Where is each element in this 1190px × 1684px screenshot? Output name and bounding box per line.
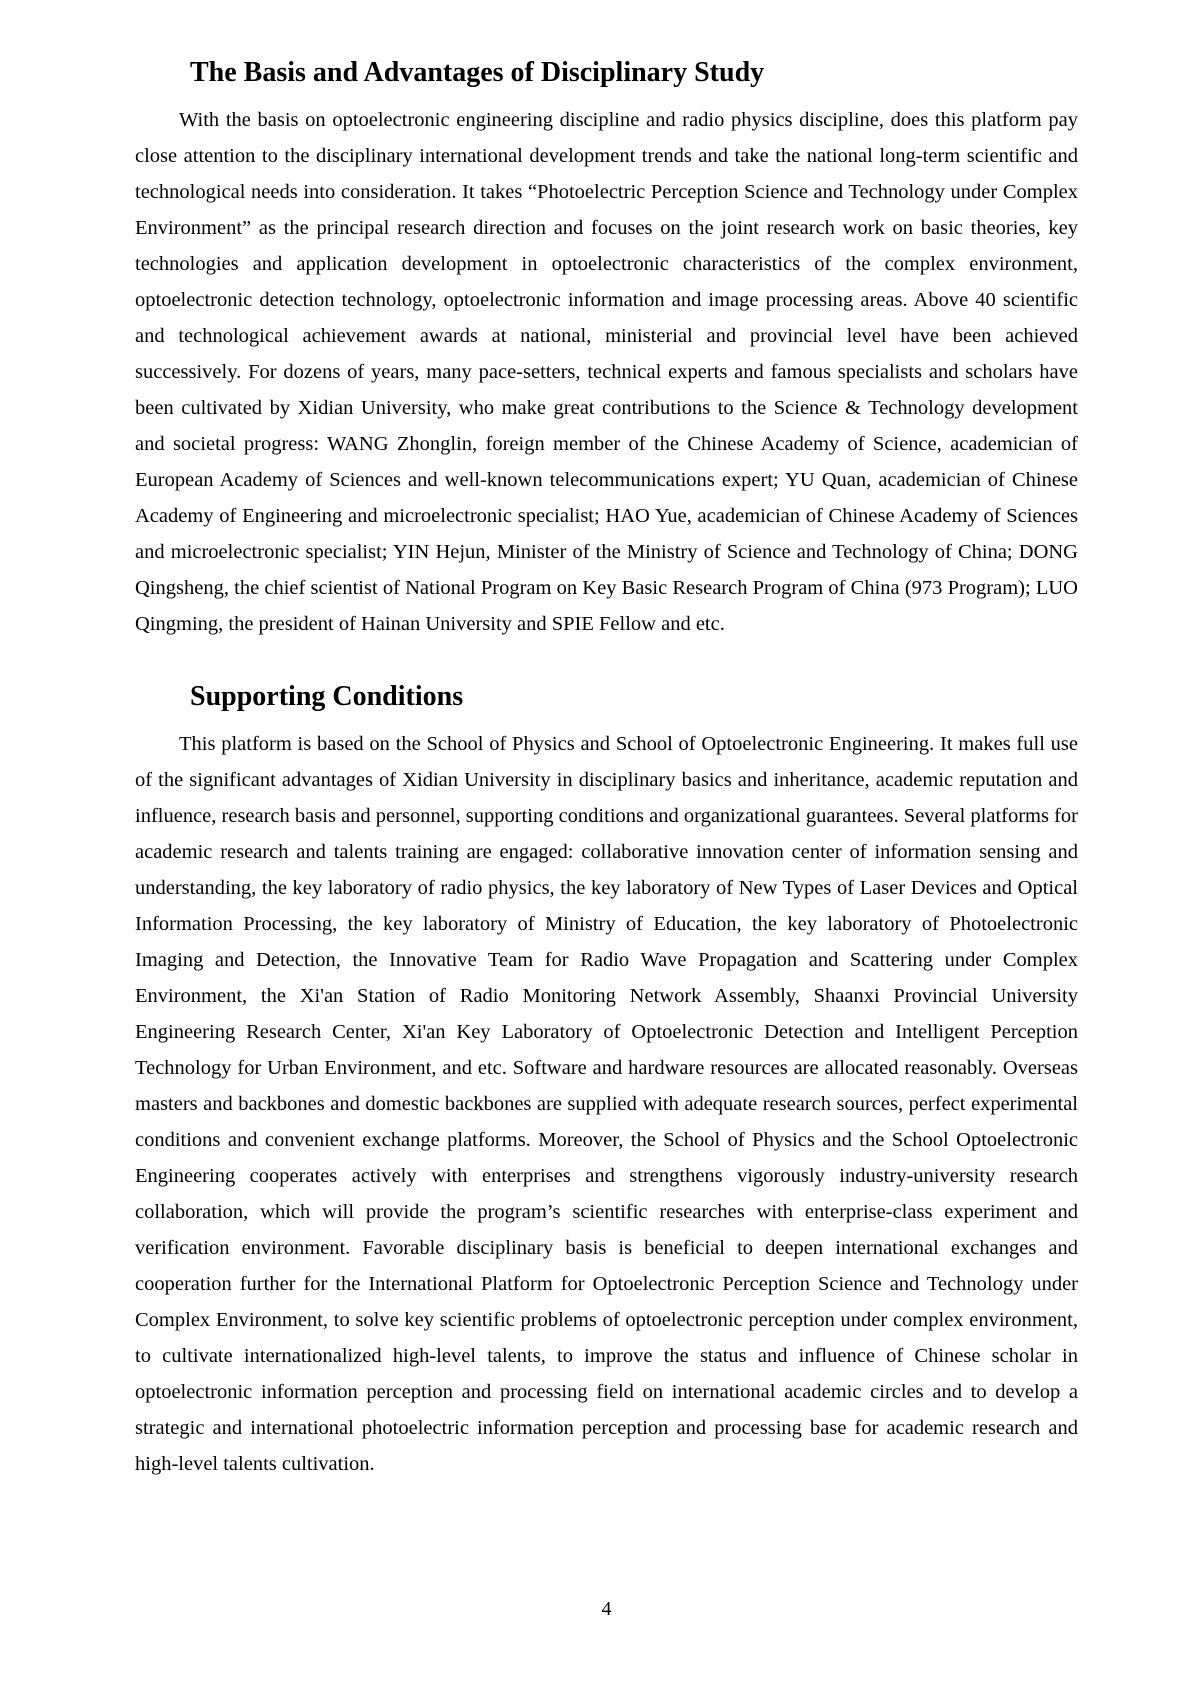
- section-heading-supporting-conditions: Supporting Conditions: [190, 681, 464, 712]
- section-supporting-conditions: [135, 681, 1078, 1482]
- section-heading-disciplinary-study: The Basis and Advantages of Disciplinary Study: [190, 57, 765, 88]
- page-footer: [135, 1598, 1078, 1621]
- section-disciplinary-study: [135, 57, 1078, 642]
- page-content: [135, 57, 1078, 1482]
- page-number: 4: [601, 1598, 612, 1620]
- section-paragraph-supporting-conditions: This platform is based on the School of Physics and School of Optoelectronic Engineering. It makes full use of the significant advantages of Xidian University in disciplinary basics and inheritance, academic reputation and influence, research basis and personnel, supporting conditions and organizational guarantees. Several platforms for academic research and talents training are engaged: collaborative innovation center of information sensing and understanding, the key laboratory of radio physics, the key laboratory of New Types of Laser Devices and Optical Information Processing, the key laboratory of Ministry of Education, the key laboratory of Photoelectronic Imaging and Detection, the Innovative Team for Radio Wave Propagation and Scattering under Complex Environment, the Xi'an Station of Radio Monitoring Network Assembly, Shaanxi Provincial University Engineering Research Center, Xi'an Key Laboratory of Optoelectronic Detection and Intelligent Perception Technology for Urban Environment, and etc. Software and hardware resources are allocated reasonably. Overseas masters and backbones and domestic backbones are supplied with adequate research sources, perfect experimental conditions and convenient exchange platforms. Moreover, the School of Physics and the School Optoelectronic Engineering cooperates actively with enterprises and strengthens vigorously industry-university research collaboration, which will provide the program’s scientific researches with enterprise-class experiment and verification environment. Favorable disciplinary basis is beneficial to deepen international exchanges and cooperation further for the International Platform for Optoelectronic Perception Science and Technology under Complex Environment, to solve key scientific problems of optoelectronic perception under complex environment, to cultivate internationalized high-level talents, to improve the status and influence of Chinese scholar in optoelectronic information perception and processing field on international academic circles and to develop a strategic and international photoelectric information perception and processing base for academic research and high-level talents cultivation.: [135, 733, 1078, 1475]
- section-paragraph-disciplinary-study: With the basis on optoelectronic engineering discipline and radio physics discipline, does this platform pay close attention to the disciplinary international development trends and take the national long-term scientific and technological needs into consideration. It takes “Photoelectric Perception Science and Technology under Complex Environment” as the principal research direction and focuses on the joint research work on basic theories, key technologies and application development in optoelectronic characteristics of the complex environment, optoelectronic detection technology, optoelectronic information and image processing areas. Above 40 scientific and technological achievement awards at national, ministerial and provincial level have been achieved successively. For dozens of years, many pace-setters, technical experts and famous specialists and scholars have been cultivated by Xidian University, who make great contributions to the Science & Technology development and societal progress: WANG Zhonglin, foreign member of the Chinese Academy of Science, academician of European Academy of Sciences and well-known telecommunications expert; YU Quan, academician of Chinese Academy of Engineering and microelectronic specialist; HAO Yue, academician of Chinese Academy of Sciences and microelectronic specialist; YIN Hejun, Minister of the Ministry of Science and Technology of China; DONG Qingsheng, the chief scientist of National Program on Key Basic Research Program of China (973 Program); LUO Qingming, the president of Hainan University and SPIE Fellow and etc.: [135, 109, 1078, 635]
